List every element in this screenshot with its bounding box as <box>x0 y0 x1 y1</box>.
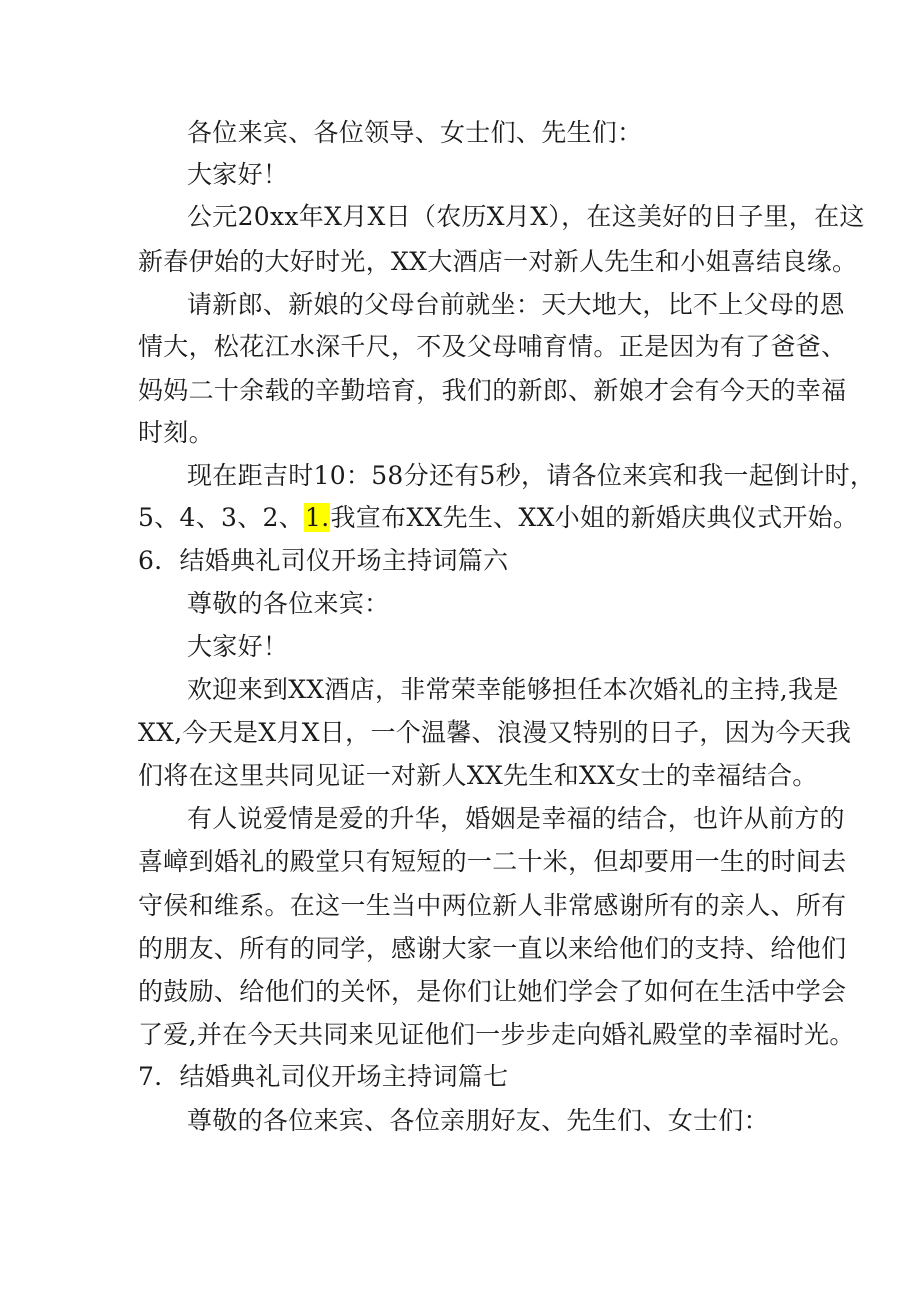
text-line: 的朋友、所有的同学，感谢大家一直以来给他们的支持、给他们 <box>138 934 847 963</box>
text-line: 欢迎来到XX酒店，非常荣幸能够担任本次婚礼的主持,我是 <box>187 675 839 704</box>
text-line: 了爱,并在今天共同来见证他们一步步走向婚礼殿堂的幸福时光。 <box>138 1020 855 1049</box>
highlighted-text: 1. <box>305 503 330 532</box>
section-heading: 6．结婚典礼司仪开场主持词篇六 <box>138 546 509 575</box>
text-line: 情大，松花江水深千尺，不及父母哺育情。正是因为有了爸爸、 <box>138 332 847 361</box>
text-line: 有人说爱情是爱的升华，婚姻是幸福的结合，也许从前方的 <box>187 804 845 833</box>
text-line: XX,今天是X月X日，一个温馨、浪漫又特别的日子，因为今天我 <box>138 718 852 747</box>
text-line: 现在距吉时10：58分还有5秒，请各位来宾和我一起倒计时， <box>187 461 876 490</box>
text-line: 们将在这里共同见证一对新人XX先生和XX女士的幸福结合。 <box>138 761 818 790</box>
text-line: 新春伊始的大好时光，XX大酒店一对新人先生和小姐喜结良缘。 <box>138 247 858 276</box>
text-line: 尊敬的各位来宾、各位亲朋好友、先生们、女士们： <box>187 1106 769 1135</box>
section-heading: 7．结婚典礼司仪开场主持词篇七 <box>138 1062 509 1091</box>
countdown-text: 5、4、3、2、 <box>138 503 305 532</box>
announcement-text: 我宣布XX先生、XX小姐的新婚庆典仪式开始。 <box>330 503 859 532</box>
text-line: 守侯和维系。在这一生当中两位新人非常感谢所有的亲人、所有 <box>138 891 847 920</box>
text-line: 请新郎、新娘的父母台前就坐：天大地大，比不上父母的恩 <box>187 290 845 319</box>
text-line <box>138 501 858 535</box>
text-line: 的鼓励、给他们的关怀，是你们让她们学会了如何在生活中学会 <box>138 977 847 1006</box>
text-line: 喜嶂到婚礼的殿堂只有短短的一二十米，但却要用一生的时间去 <box>138 847 847 876</box>
text-line: 尊敬的各位来宾： <box>187 589 390 618</box>
text-line: 大家好！ <box>187 160 289 189</box>
text-line: 妈妈二十余载的辛勤培育，我们的新郎、新娘才会有今天的幸福 <box>138 376 847 405</box>
text-line: 各位来宾、各位领导、女士们、先生们： <box>187 118 643 147</box>
text-line: 时刻。 <box>138 418 214 447</box>
text-line: 大家好！ <box>187 632 289 661</box>
text-line: 公元20xx年X月X日（农历X月X），在这美好的日子里，在这 <box>187 202 865 231</box>
